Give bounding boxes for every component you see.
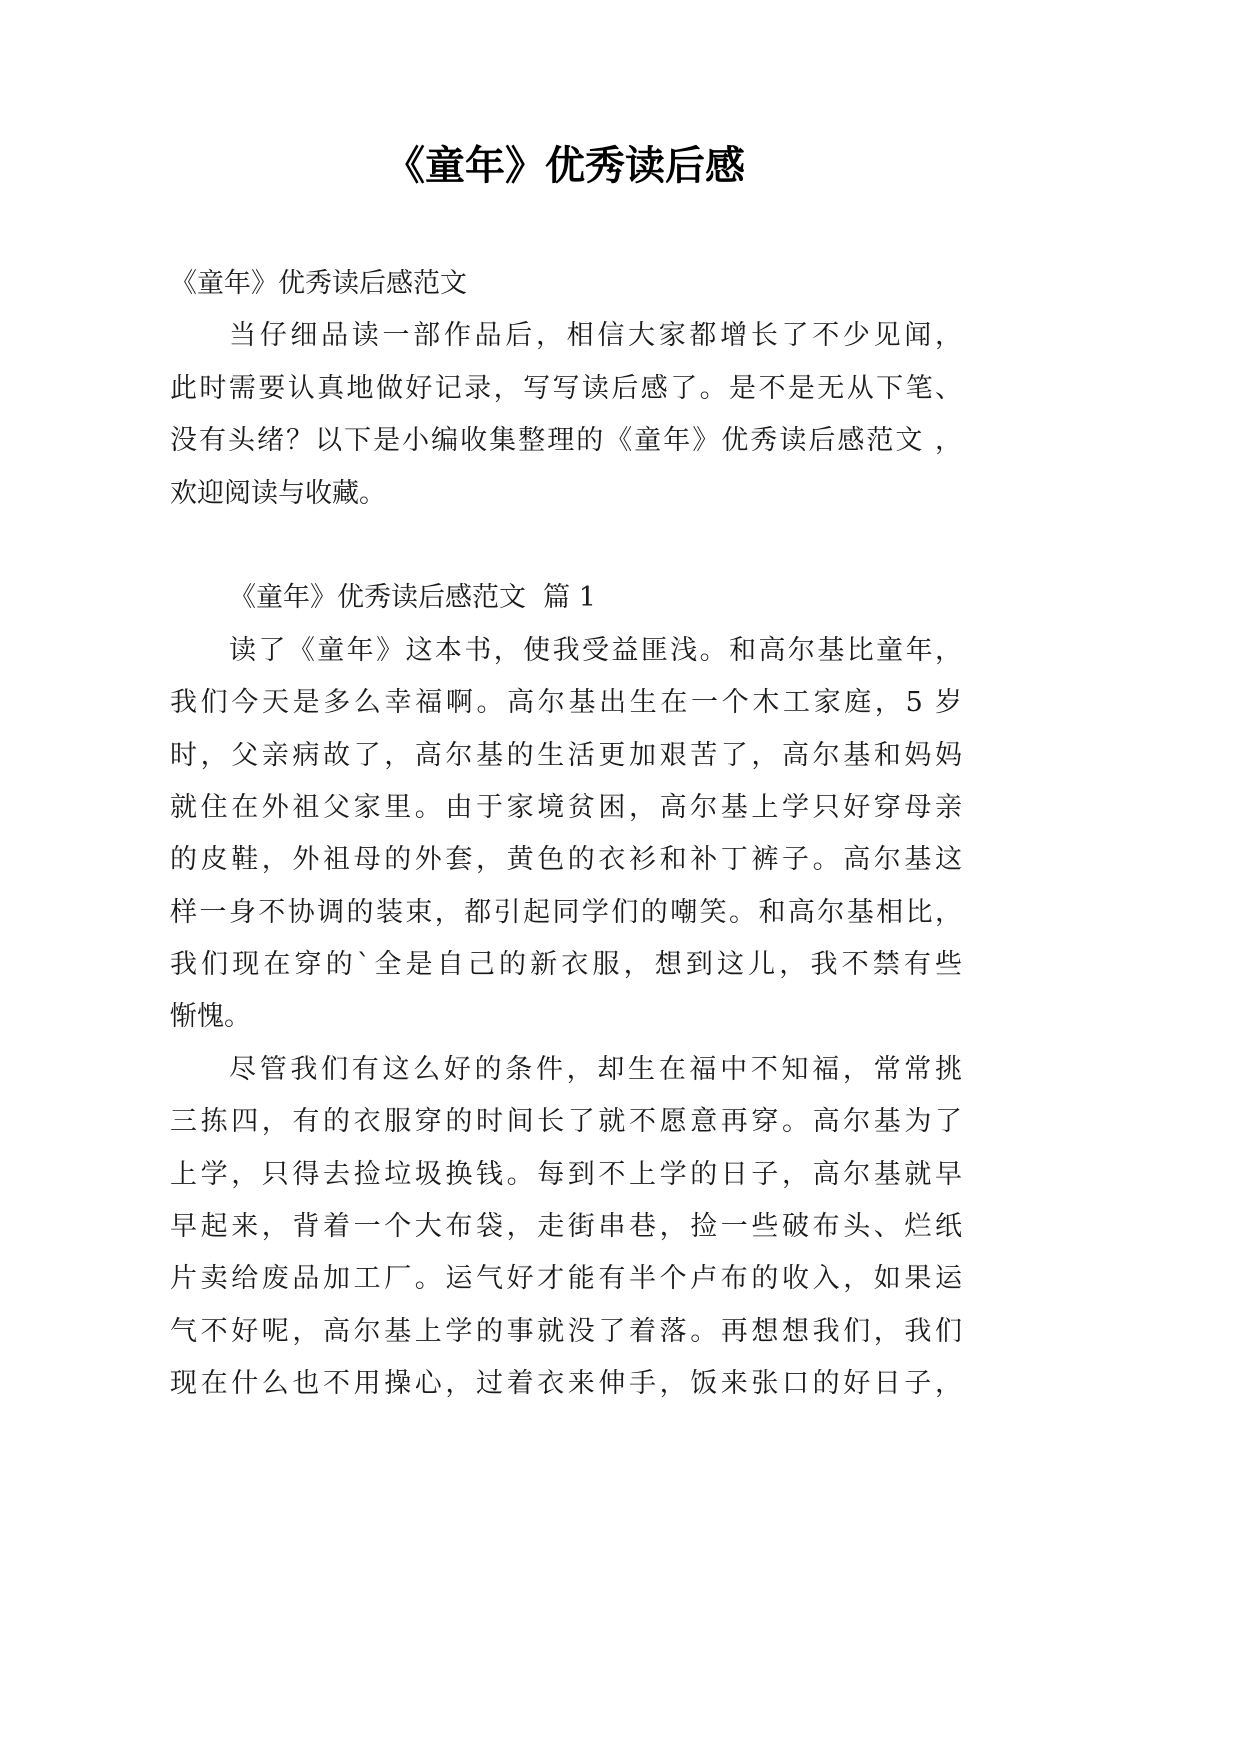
body-paragraph xyxy=(170,1044,962,1411)
text-line: 没有头绪？以下是小编收集整理的《童年》优秀读后感范文 ， xyxy=(170,425,962,457)
text-line: 欢迎阅读与收藏。 xyxy=(170,477,386,509)
text-line: 读了《童年》这本书，使我受益匪浅。和高尔基比童年， xyxy=(229,634,962,666)
text-line: 早起来，背着一个大布袋，走街串巷，捡一些破布头、烂纸 xyxy=(170,1211,962,1243)
text-line: 时，父亲病故了，高尔基的生活更加艰苦了，高尔基和妈妈 xyxy=(170,739,962,771)
text-line: 上学，只得去捡垃圾换钱。每到不上学的日子，高尔基就早 xyxy=(170,1158,962,1190)
text-line: 现在什么也不用操心，过着衣来伸手，饭来张口的好日子， xyxy=(170,1368,962,1400)
document-title: 《童年》优秀读后感 xyxy=(385,142,745,189)
text-line: 就住在外祖父家里。由于家境贫困，高尔基上学只好穿母亲 xyxy=(170,791,962,823)
body-paragraph xyxy=(170,625,962,1044)
document-body xyxy=(170,258,962,1411)
text-line: 我们今天是多么幸福啊。高尔基出生在一个木工家庭，5 岁 xyxy=(170,687,962,719)
text-line: 片卖给废品加工厂。运气好才能有半个卢布的收入，如果运 xyxy=(170,1263,962,1295)
text-line: 样一身不协调的装束，都引起同学们的嘲笑。和高尔基相比， xyxy=(170,896,962,928)
section-heading: 《童年》优秀读后感范文 篇 1 xyxy=(229,582,596,614)
text-line: 此时需要认真地做好记录，写写读后感了。是不是无从下笔、 xyxy=(170,372,962,404)
text-line: 尽管我们有这么好的条件，却生在福中不知福，常常挑 xyxy=(229,1053,962,1085)
text-line: 惭愧。 xyxy=(170,1001,251,1033)
document-subtitle: 《童年》优秀读后感范文 xyxy=(170,268,467,299)
text-line: 三拣四，有的衣服穿的时间长了就不愿意再穿。高尔基为了 xyxy=(170,1106,962,1138)
text-line: 的皮鞋，外祖母的外套，黄色的衣衫和补丁裤子。高尔基这 xyxy=(170,844,962,876)
text-line: 气不好呢，高尔基上学的事就没了着落。再想想我们，我们 xyxy=(170,1315,962,1347)
intro-paragraph xyxy=(170,310,962,520)
text-line: 我们现在穿的`全是自己的新衣服，想到这儿，我不禁有些 xyxy=(170,949,962,981)
blank-line xyxy=(170,520,962,572)
text-line: 当仔细品读一部作品后，相信大家都增长了不少见闻， xyxy=(229,320,962,352)
